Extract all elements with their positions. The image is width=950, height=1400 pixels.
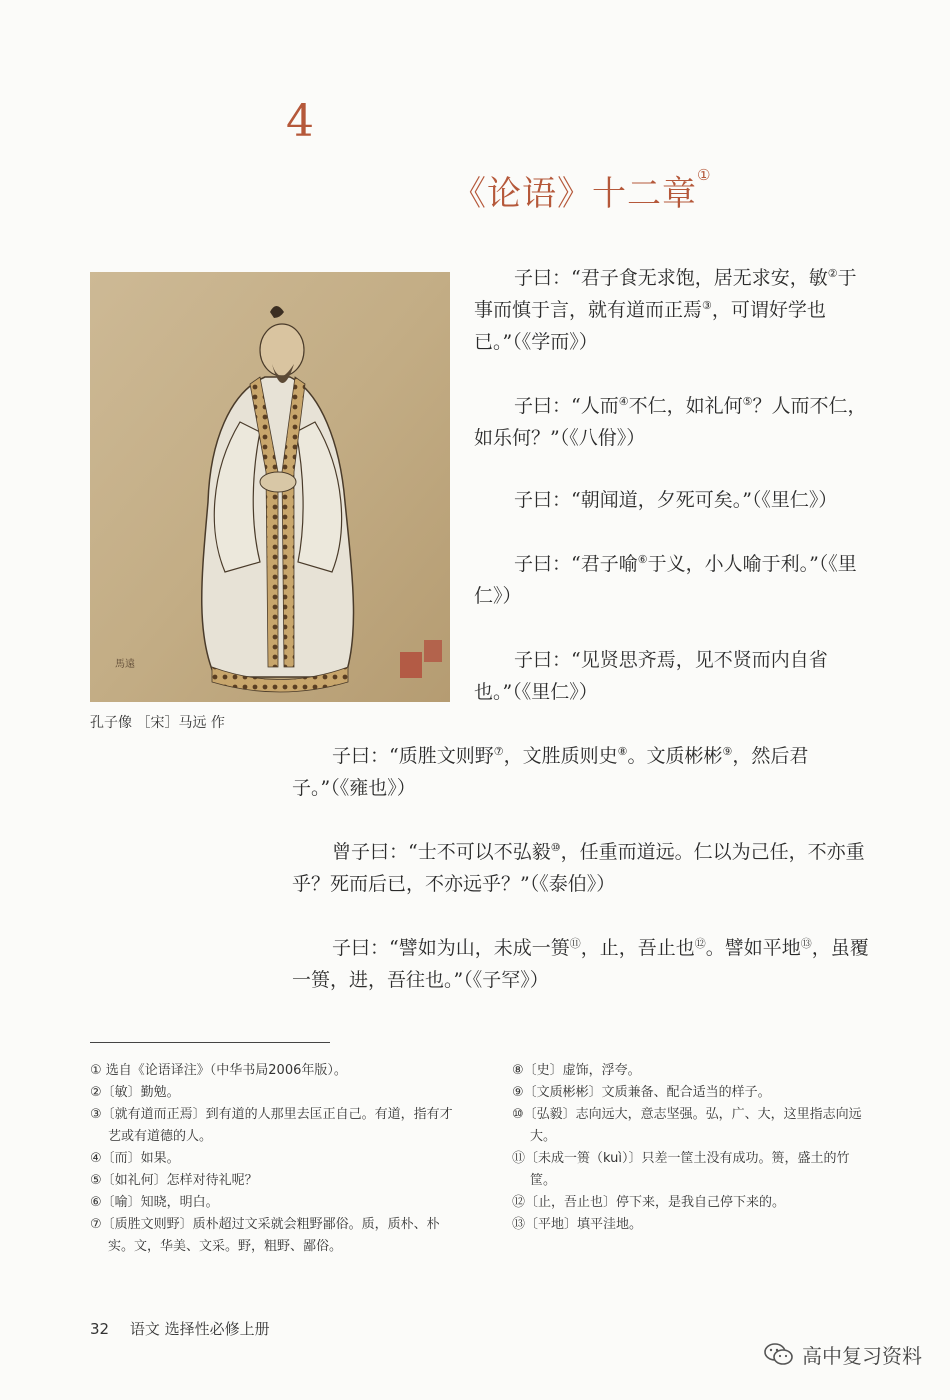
- footnote: ① 选自《论语译注》（中华书局2006年版）。: [90, 1063, 347, 1078]
- footnote: ⑩〔弘毅〕志向远大，意志坚强。弘，广、大，这里指志向远大。: [512, 1107, 862, 1144]
- passage-3: [474, 484, 868, 516]
- note-mark-9: ⑨: [722, 745, 733, 758]
- page-footer: [90, 1318, 270, 1339]
- note-mark-5: ⑤: [742, 395, 753, 408]
- note-mark-3: ③: [702, 299, 712, 312]
- passage-6-text: ，文胜质则史: [503, 745, 618, 767]
- passage-2: [474, 390, 868, 454]
- confucius-portrait: [90, 272, 450, 702]
- passage-8-text: ，止，吾止也: [580, 937, 695, 959]
- passage-2-text: 子曰：“人而: [514, 395, 619, 417]
- note-mark-8: ⑧: [617, 745, 628, 758]
- footnotes-right: [512, 1060, 874, 1236]
- passage-1-text: ，可谓好学也已。”（《学而》）: [474, 299, 826, 353]
- note-mark-7: ⑦: [493, 745, 504, 758]
- footnote-rule: [90, 1042, 330, 1043]
- passage-8: [292, 932, 870, 996]
- book-name: 语文 选择性必修上册: [129, 1320, 270, 1338]
- note-mark-4: ④: [618, 395, 629, 408]
- footnote: ③〔就有道而正焉〕到有道的人那里去匡正自己。有道，指有才艺或有道德的人。: [90, 1107, 453, 1144]
- footnote: ⑤〔如礼何〕怎样对待礼呢？: [90, 1173, 258, 1188]
- passage-1: [474, 262, 868, 358]
- footnote: ⑫〔止，吾止也〕停下来，是我自己停下来的。: [512, 1195, 786, 1210]
- note-mark-10: ⑩: [550, 841, 561, 854]
- footnote: ④〔而〕如果。: [90, 1151, 180, 1166]
- note-mark-11: ⑪: [569, 937, 581, 950]
- passage-8-text: ，虽覆一篑，进，吾往也。”（《子罕》）: [292, 937, 869, 991]
- footnote: ⑬〔平地〕填平洼地。: [512, 1217, 643, 1232]
- passage-4-text: 于义，小人喻于利。”（《里仁》）: [474, 553, 857, 607]
- passage-1-text: 子曰：“君子食无求饱，居无求安，敏: [514, 267, 828, 289]
- passage-6-text: 子曰：“质胜文则野: [332, 745, 494, 767]
- footnote: ⑪〔未成一篑（kuì）〕只差一筐土没有成功。篑，盛土的竹筐。: [512, 1151, 850, 1188]
- passage-5-text: 子曰：“见贤思齐焉，见不贤而内自省也。”（《里仁》）: [474, 649, 828, 703]
- passage-3-text: 子曰：“朝闻道，夕死可矣。”（《里仁》）: [514, 489, 838, 511]
- title-note-mark: ①: [697, 166, 712, 184]
- footnote: ②〔敏〕勤勉。: [90, 1085, 180, 1100]
- passage-6-text: 。文质彬彬: [627, 745, 723, 767]
- note-mark-6: ⑥: [637, 553, 648, 566]
- footnote: ⑥〔喻〕知晓，明白。: [90, 1195, 219, 1210]
- passage-1-text: 于事而慎于言，就有道而正焉: [474, 267, 857, 321]
- passage-7-text: 曾子曰：“士不可以不弘毅: [332, 841, 551, 863]
- svg-text:馬遠: 馬遠: [115, 659, 135, 670]
- watermark-text: 高中复习资料: [802, 1344, 922, 1368]
- note-mark-2: ②: [827, 267, 838, 280]
- passage-6: [292, 740, 870, 804]
- footnote: ⑦〔质胜文则野〕质朴超过文采就会粗野鄙俗。质，质朴、朴实。文，华美、文采。野，粗野、鄙俗。: [90, 1217, 440, 1254]
- note-mark-12: ⑫: [694, 937, 706, 950]
- lesson-number: 4: [286, 96, 314, 147]
- passage-6-text: ，然后君子。”（《雍也》）: [292, 745, 809, 799]
- passage-8-text: 子曰：“譬如为山，未成一篑: [332, 937, 570, 959]
- watermark: [764, 1340, 922, 1369]
- passage-7-text: ，任重而道远。仁以为己任，不亦重乎？死而后已，不亦远乎？”（《泰伯》）: [292, 841, 865, 895]
- passage-4: [474, 548, 868, 612]
- page-number: 32: [90, 1320, 110, 1338]
- wechat-icon: [764, 1342, 794, 1368]
- footnotes-left: [90, 1060, 462, 1258]
- passage-4-text: 子曰：“君子喻: [514, 553, 638, 575]
- footnote: ⑨〔文质彬彬〕文质兼备、配合适当的样子。: [512, 1085, 771, 1100]
- passage-5: [474, 644, 868, 708]
- note-mark-13: ⑬: [800, 937, 812, 950]
- passage-7: [292, 836, 870, 900]
- lesson-title: [452, 166, 711, 215]
- portrait-caption: 孔子像 ［宋］马远 作: [90, 715, 225, 731]
- passage-2-text: 不仁，如礼何: [628, 395, 743, 417]
- title-text: 《论语》十二章: [452, 174, 697, 214]
- passage-8-text: 。譬如平地: [705, 937, 801, 959]
- footnote: ⑧〔史〕虚饰，浮夸。: [512, 1063, 641, 1078]
- portrait-painting-icon: [90, 272, 450, 702]
- passage-2-text: ？人而不仁，如乐何？”（《八佾》）: [474, 395, 867, 449]
